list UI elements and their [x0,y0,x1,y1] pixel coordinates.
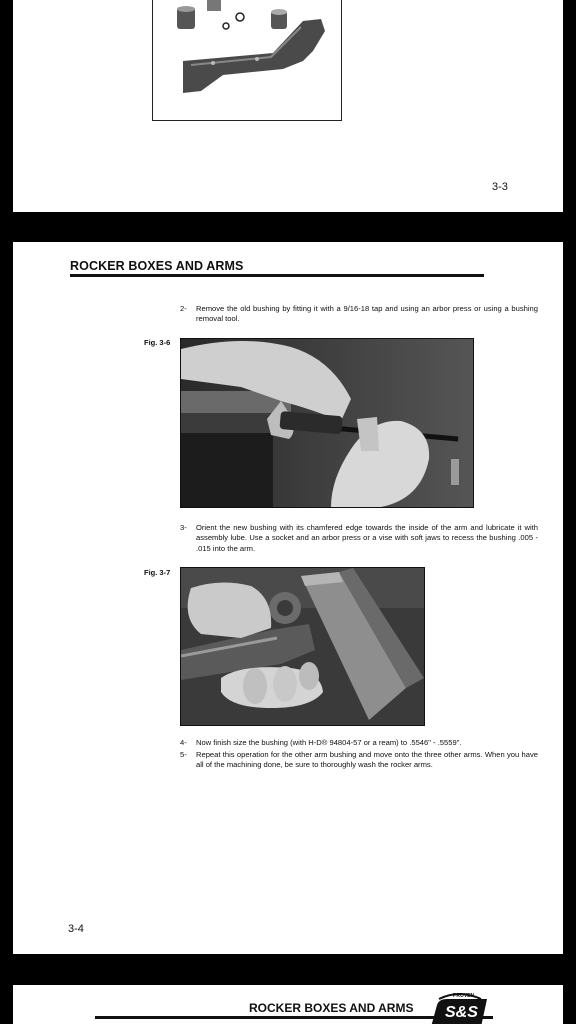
step-2 [180,304,538,326]
logo-main-text: S&S [445,1004,478,1021]
figure-label: Fig. 3-6 [144,338,171,347]
section-title: ROCKER BOXES AND ARMS [70,259,244,273]
figure-3-6-photo [180,338,474,508]
step-number: 4- [180,738,187,747]
step-text: Repeat this operation for the other arm bushing and move onto the three other arms. When you have all of the machining done, be sure to thoroughly wash the rocker arms. [196,750,538,770]
section-title: ROCKER BOXES AND ARMS [249,1001,414,1015]
document-page-next [13,985,563,1024]
bushing-install-photo [181,568,424,725]
ss-logo [423,993,495,1024]
step-4 [180,738,538,749]
step-number: 3- [180,523,187,532]
step-number: 2- [180,304,187,313]
step-text: Remove the old bushing by fitting it with a 9/16-18 tap and using an arbor press or using a bushing removal tool. [196,304,538,324]
figure-3-7-photo [180,567,425,726]
page-number: 3-3 [492,181,508,193]
step-3 [180,523,538,557]
rocker-arm-parts-illustration [153,0,341,120]
logo-top-text: PROVEN [453,993,475,999]
step-5 [180,750,538,772]
page-number: 3-4 [68,923,84,935]
document-page-3-3 [13,0,563,212]
bushing-removal-photo [181,339,473,507]
document-page-3-4 [13,242,563,954]
step-text: Orient the new bushing with its chamfered edge towards the inside of the arm and lubricate it with assembly lube. Use a socket and an arbor press or a vise with soft jaws to recess the bushing .005 - .015 into the arm. [196,523,538,553]
title-rule [70,274,484,277]
step-number: 5- [180,750,187,759]
parts-figure [152,0,342,121]
figure-label: Fig. 3-7 [144,568,171,577]
step-text: Now finish size the bushing (with H-D® 94804-57 or a ream) to .5546" - .5559". [196,738,462,747]
